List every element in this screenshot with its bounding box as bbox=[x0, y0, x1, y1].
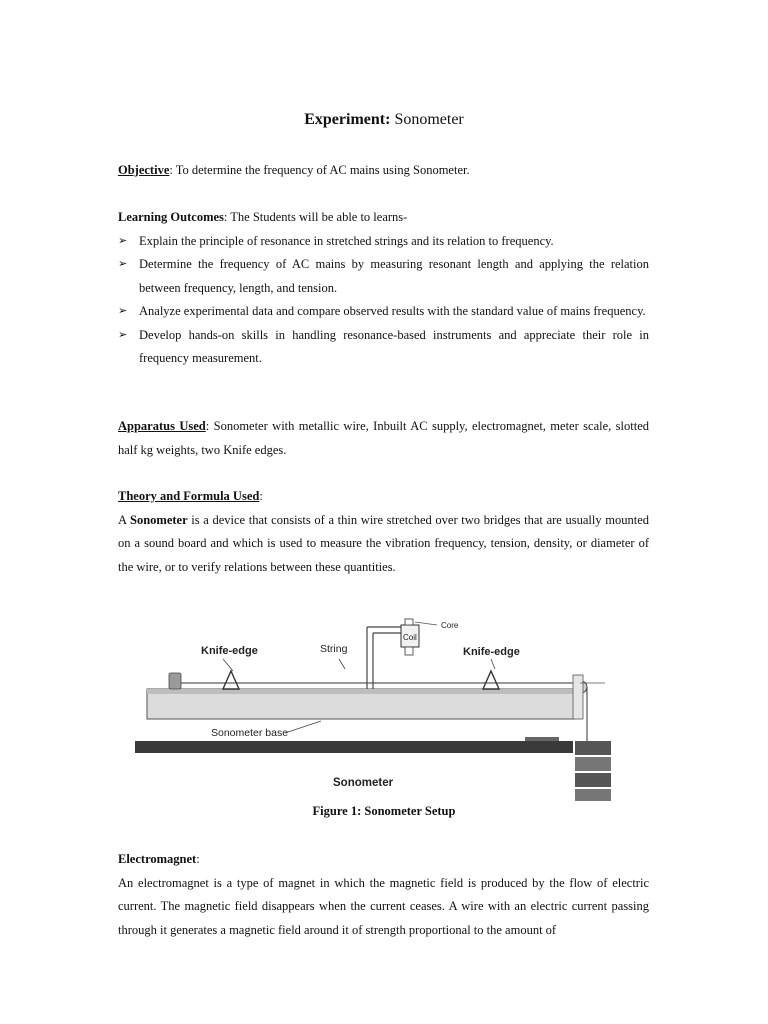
title-bold: Experiment: bbox=[304, 111, 391, 128]
figure-caption: Figure 1: Sonometer Setup bbox=[312, 804, 456, 818]
apparatus-paragraph bbox=[118, 415, 649, 462]
weight-4 bbox=[575, 789, 611, 801]
weight-2 bbox=[575, 757, 611, 771]
label-knife-edge-left: Knife-edge bbox=[201, 645, 258, 657]
list-item-text: Analyze experimental data and compare observed results with the standard value of mains frequency. bbox=[139, 304, 646, 318]
objective-paragraph bbox=[118, 159, 649, 183]
list-item bbox=[118, 324, 649, 371]
label-knife-edge-right: Knife-edge bbox=[463, 646, 520, 658]
electromagnet-colon: : bbox=[196, 852, 200, 866]
objective-label: Objective bbox=[118, 163, 170, 177]
theory-section bbox=[118, 485, 649, 579]
objective-text: : To determine the frequency of AC mains using Sonometer. bbox=[169, 163, 470, 177]
learning-outcomes-intro: : The Students will be able to learns- bbox=[223, 210, 408, 224]
arrow-bullet-icon: ➢ bbox=[118, 305, 128, 317]
theory-text-pre: A bbox=[118, 512, 130, 527]
page-title bbox=[0, 111, 768, 129]
apparatus-label: Apparatus Used bbox=[118, 419, 206, 433]
apparatus-text: : Sonometer with metallic wire, Inbuilt AC supply, electromagnet, meter scale, slotted half kg weights, two Knife edges. bbox=[118, 419, 649, 457]
learning-outcomes-label: Learning Outcomes bbox=[118, 210, 224, 224]
tuning-peg bbox=[169, 673, 181, 689]
title-rest: Sonometer bbox=[390, 111, 464, 128]
electromagnet-paragraph: An electromagnet is a type of magnet in which the magnetic field is produced by the flow of electric current. The magnetic field disappears when the current ceases. A wire with an electric current passing through it generates a magnetic field around it of strength proportional to the amount of bbox=[118, 875, 649, 937]
electromagnet-heading bbox=[118, 848, 649, 872]
learning-outcomes-heading bbox=[118, 206, 649, 230]
label-coil: Coil bbox=[403, 633, 417, 642]
theory-colon: : bbox=[259, 489, 263, 503]
theory-heading bbox=[118, 485, 649, 509]
list-item-text: Develop hands-on skills in handling resonance-based instruments and appreciate their role in frequency measurement. bbox=[139, 327, 649, 365]
weight-3 bbox=[575, 773, 611, 787]
label-sonometer-base: Sonometer base bbox=[211, 727, 289, 739]
theory-paragraph bbox=[118, 509, 649, 580]
electromagnet-label: Electromagnet bbox=[118, 852, 197, 866]
list-item bbox=[118, 253, 649, 300]
learning-outcomes-section bbox=[118, 206, 649, 371]
learning-outcomes-list bbox=[118, 230, 649, 371]
arrow-bullet-icon: ➢ bbox=[118, 328, 128, 341]
list-item bbox=[118, 300, 649, 324]
label-sonometer: Sonometer bbox=[333, 777, 394, 789]
label-string: String bbox=[320, 643, 348, 655]
theory-text: is a device that consists of a thin wire stretched over two bridges that are usually mounted on a sound board and which is used to measure the vibration frequency, tension, density, or diameter of the wire, or to verify relations between these quantities. bbox=[118, 512, 649, 574]
electromagnet-section bbox=[118, 848, 649, 942]
theory-term: Sonometer bbox=[130, 512, 188, 527]
arrow-bullet-icon: ➢ bbox=[118, 234, 128, 247]
list-item bbox=[118, 230, 649, 254]
weight-1 bbox=[575, 741, 611, 755]
list-item-text: Determine the frequency of AC mains by measuring resonant length and applying the relation between frequency, length, and tension. bbox=[139, 257, 649, 295]
label-core: Core bbox=[441, 621, 459, 630]
ground-base bbox=[135, 741, 573, 753]
theory-label: Theory and Formula Used bbox=[118, 489, 260, 503]
arrow-bullet-icon: ➢ bbox=[118, 258, 128, 270]
list-item-text: Explain the principle of resonance in stretched strings and its relation to frequency. bbox=[139, 233, 554, 248]
sonometer-figure bbox=[135, 605, 621, 805]
